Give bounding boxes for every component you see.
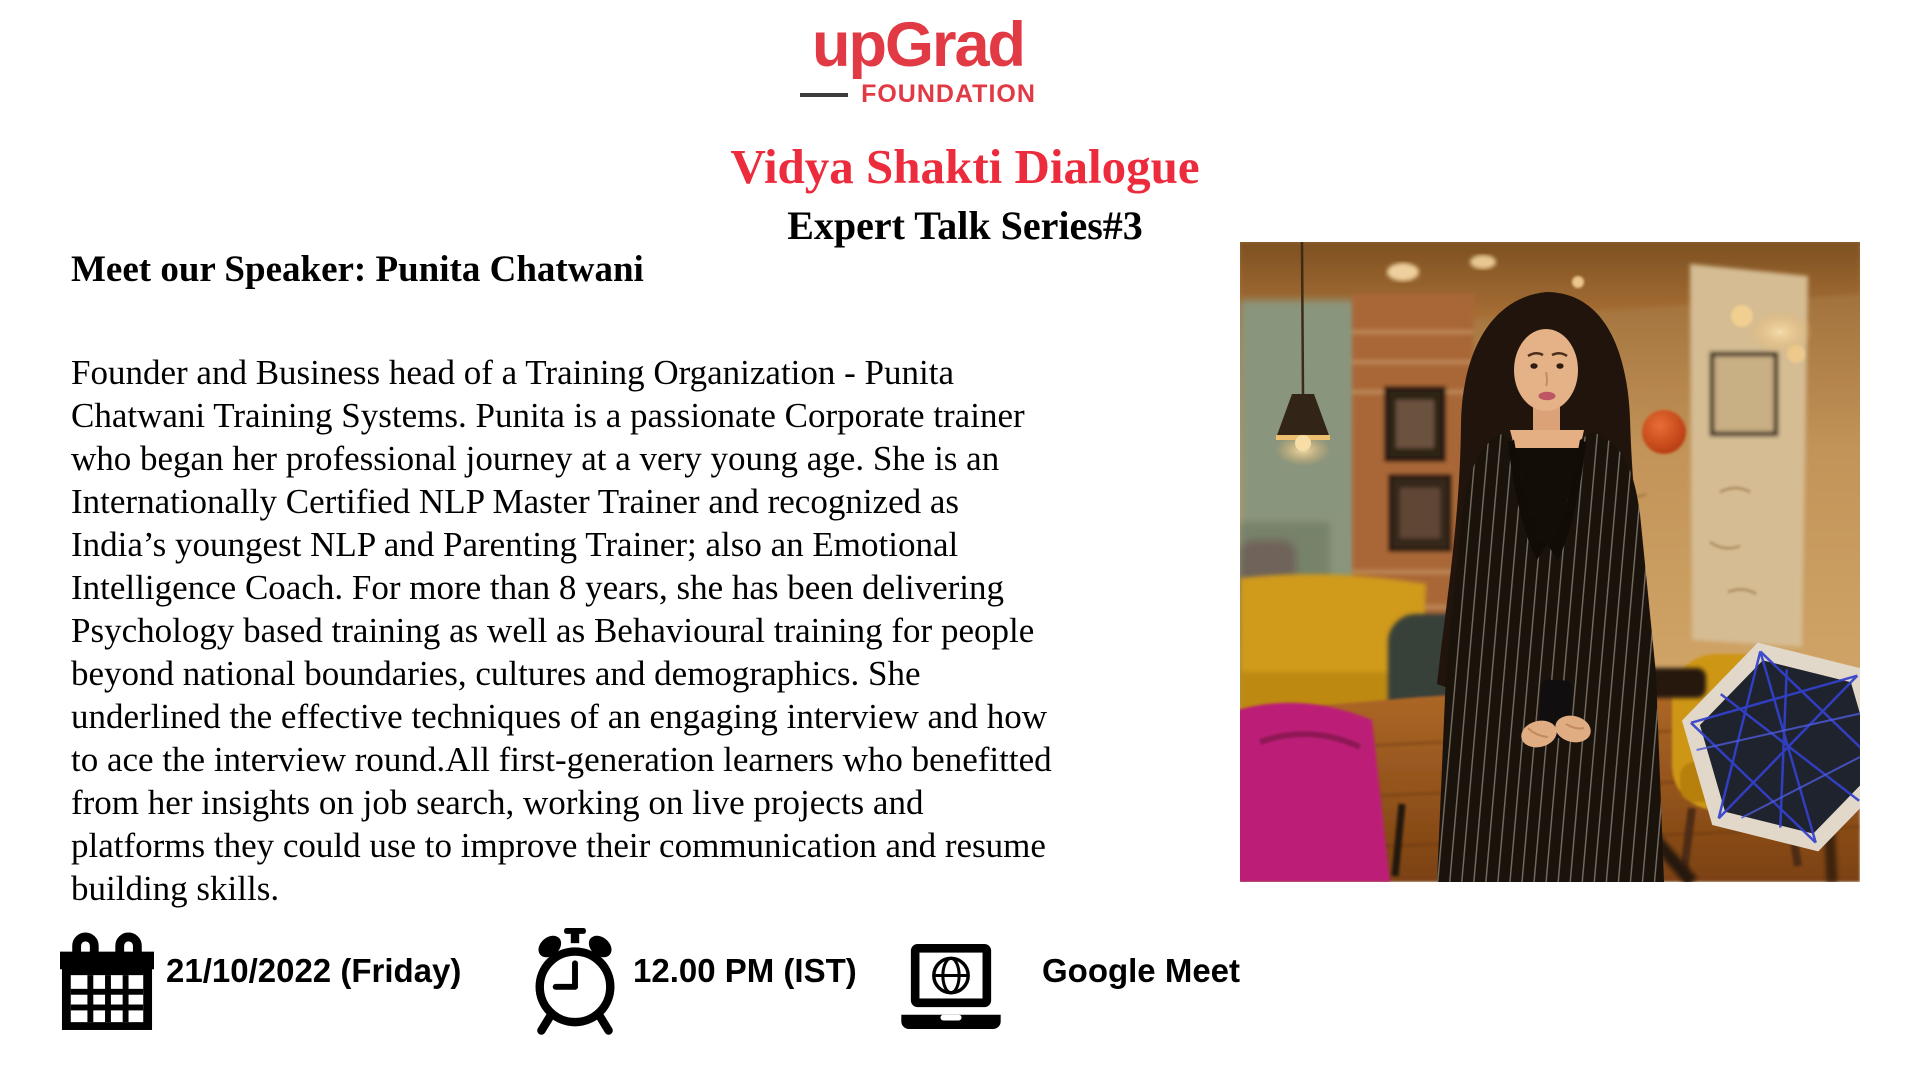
event-platform: Google Meet [1042, 952, 1241, 989]
speaker-photo-art [1240, 242, 1860, 882]
calendar-icon [60, 932, 154, 1032]
speaker-bio-paragraph [71, 351, 1331, 910]
speaker-heading: Meet our Speaker: Punita Chatwani [71, 249, 644, 290]
bio-line: Psychology based training as well as Behavioural training for people [71, 611, 1035, 650]
logo-subbrand-text: FOUNDATION [861, 80, 1036, 108]
bio-line: India’s youngest NLP and Parenting Trainer; also an Emotional [71, 525, 959, 564]
upgrad-foundation-logo [0, 10, 1836, 109]
event-details-row [0, 928, 1920, 1058]
bio-line: Intelligence Coach. For more than 8 years, she has been delivering [71, 568, 1005, 607]
bio-line: Founder and Business head of a Training Organization - Punita [71, 353, 954, 392]
bio-line: who began her professional journey at a very young age. She is an [71, 439, 1000, 478]
logo-dash-rule [800, 93, 848, 97]
bio-line: to ace the interview round.All first-generation learners who benefitted [71, 740, 1052, 779]
event-date: 21/10/2022 (Friday) [166, 952, 462, 989]
bio-line: underlined the effective techniques of an engaging interview and how [71, 697, 1048, 736]
speaker-photo [1240, 242, 1860, 882]
event-time: 12.00 PM (IST) [633, 952, 857, 989]
event-subtitle: Expert Talk Series#3 [787, 203, 1143, 248]
event-title: Vidya Shakti Dialogue [730, 139, 1200, 194]
bio-line: from her insights on job search, working on live projects and [71, 783, 924, 822]
bio-line: platforms they could use to improve their communication and resume [71, 826, 1046, 865]
logo-foundation-row [0, 80, 1836, 109]
upgrad-logo-wordmark: upGrad [811, 10, 1024, 80]
bio-line: Chatwani Training Systems. Punita is a passionate Corporate trainer [71, 396, 1025, 435]
bio-line: Internationally Certified NLP Master Trainer and recognized as [71, 482, 960, 521]
alarm-clock-icon [533, 928, 617, 1044]
laptop-globe-icon [893, 944, 1009, 1030]
bio-line: building skills. [71, 869, 280, 908]
bio-line: beyond national boundaries, cultures and demographics. She [71, 654, 921, 693]
